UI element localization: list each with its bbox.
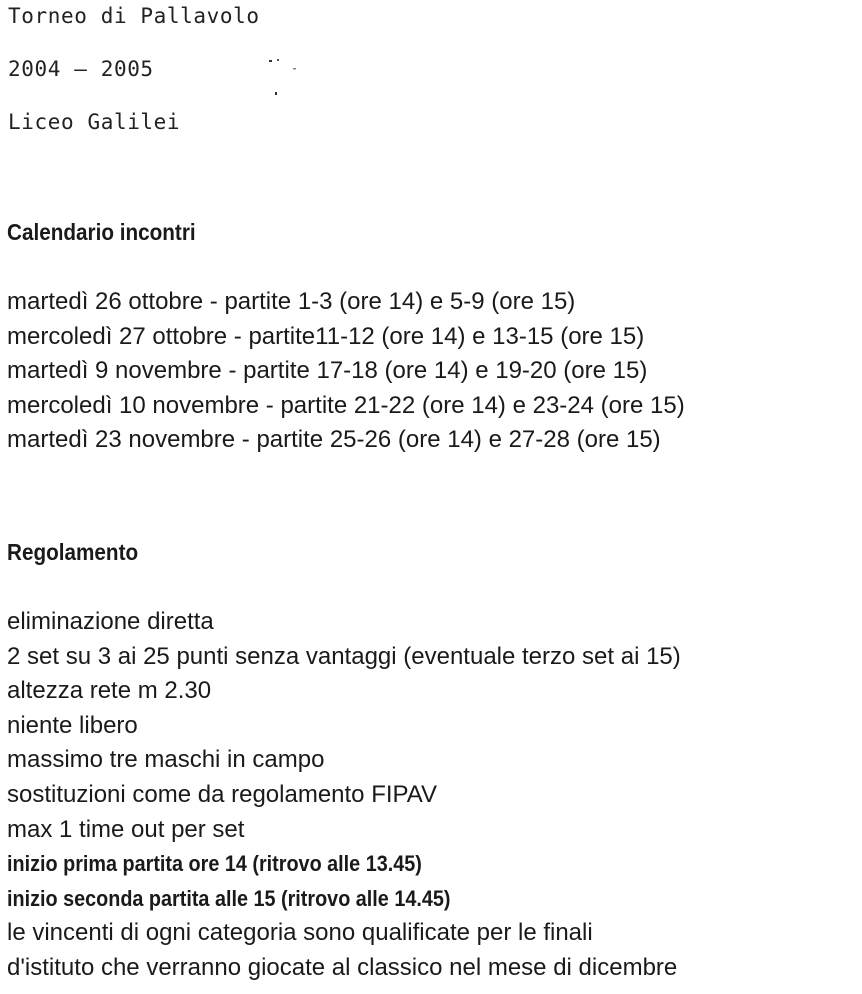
rule-item: d'istituto che verranno giocate al classico nel mese di dicembre [7, 953, 678, 981]
calendar-list [7, 285, 685, 458]
tournament-title: Torneo di Pallavolo [8, 4, 260, 28]
rule-item: eliminazione diretta [7, 608, 214, 635]
rule-item: 2 set su 3 ai 25 punti senza vantaggi (eventuale terzo set ai 15) [7, 642, 681, 670]
rules-heading: Regolamento [7, 539, 139, 565]
calendar-heading: Calendario incontri [7, 219, 196, 245]
calendar-entry: martedì 23 novembre - partite 25-26 (ore 14) e 27-28 (ore 15) [7, 426, 661, 454]
rule-item-bold: inizio prima partita ore 14 (ritrovo alle 13.45) [7, 851, 422, 877]
season-years: 2004 – 2005 [8, 57, 154, 81]
rules-list [7, 605, 681, 986]
rule-item-bold: inizio seconda partita alle 15 (ritrovo alle 14.45) [7, 885, 451, 911]
calendar-entry: martedì 9 novembre - partite 17-18 (ore 14) e 19-20 (ore 15) [7, 357, 648, 385]
rule-item: massimo tre maschi in campo [7, 746, 325, 774]
calendar-entry: martedì 26 ottobre - partite 1-3 (ore 14) e 5-9 (ore 15) [7, 288, 576, 315]
calendar-entry: mercoledì 10 novembre - partite 21-22 (ore 14) e 23-24 (ore 15) [7, 391, 685, 419]
rule-item: max 1 time out per set [7, 815, 245, 843]
scan-specks [265, 58, 305, 98]
calendar-entry: mercoledì 27 ottobre - partite11-12 (ore 14) e 13-15 (ore 15) [7, 322, 645, 350]
rule-item: altezza rete m 2.30 [7, 677, 212, 705]
school-name: Liceo Galilei [8, 110, 181, 134]
rule-item: niente libero [7, 711, 138, 739]
rule-item: le vincenti di ogni categoria sono qualificate per le finali [7, 919, 593, 947]
rule-item: sostituzioni come da regolamento FIPAV [7, 780, 437, 808]
